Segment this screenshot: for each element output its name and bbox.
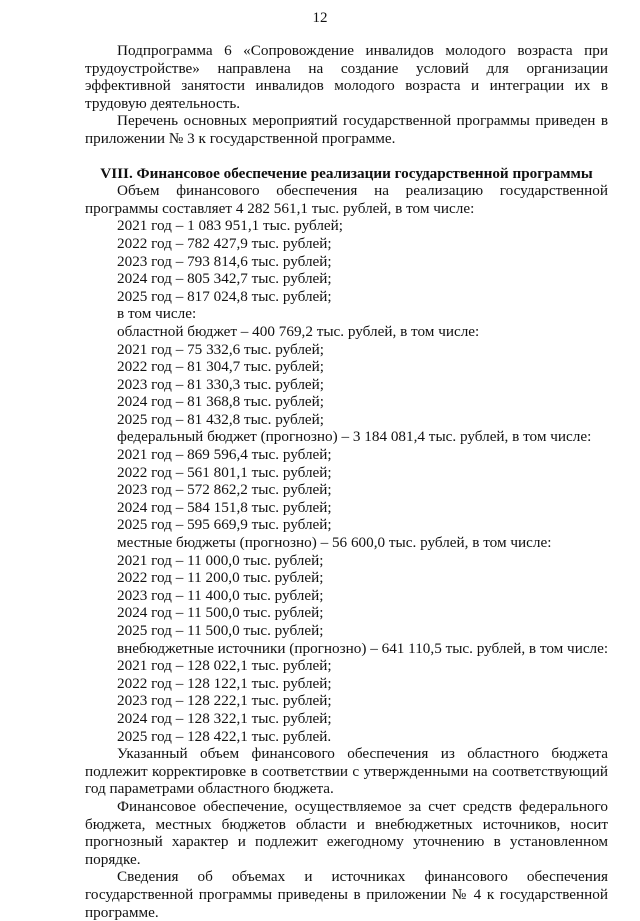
list-item: 2022 год – 81 304,7 тыс. рублей; [117,358,325,376]
list-item: 2025 год – 817 024,8 тыс. рублей; [117,287,332,305]
list-item: 2021 год – 869 596,4 тыс. рублей; [117,446,332,464]
section-heading: VIII. Финансовое обеспечение реализации государственной программы [100,164,593,182]
regional-years-list [85,341,608,429]
regional-budget-label: областной бюджет – 400 769,2 тыс. рублей, в том числе: [117,322,480,340]
federal-years-list [85,446,608,534]
list-item: 2025 год – 11 500,0 тыс. рублей; [117,622,324,639]
list-item: 2025 год – 595 669,9 тыс. рублей; [117,516,332,534]
including-label: в том числе: [117,305,197,323]
extrabudgetary-years-list [85,657,608,745]
local-years-list [85,552,608,640]
local-budgets-label: местные бюджеты (прогнозно) – 56 600,0 тыс. рублей, в том числе: [117,534,552,552]
list-item: 2024 год – 584 151,8 тыс. рублей; [117,498,332,516]
list-item: 2023 год – 572 862,2 тыс. рублей; [117,481,332,499]
list-item: 2024 год – 805 342,7 тыс. рублей; [117,270,332,288]
list-item: 2023 год – 81 330,3 тыс. рублей; [117,375,325,393]
list-item: 2022 год – 128 122,1 тыс. рублей; [117,674,332,692]
paragraph-forecast-nature: Финансовое обеспечение, осуществляемое за счет средств федерального бюджета, местных бюджетов области и внебюджетных источников, носит прогнозный характер и подлежит ежегодному уточнению в установленном порядке. [85,797,608,868]
list-item: 2023 год – 11 400,0 тыс. рублей; [117,586,324,604]
paragraph-subprogram-6: Подпрограмма 6 «Сопровождение инвалидов молодого возраста при трудоустройстве» направлена на создание условий для организации эффективной занятости инвалидов молодого возраста и интеграции их в трудовую деятельность. [85,42,608,112]
list-item: 2021 год – 128 022,1 тыс. рублей; [117,657,332,675]
list-item: 2021 год – 75 332,6 тыс. рублей; [117,340,325,358]
list-item: 2022 год – 11 200,0 тыс. рублей; [117,569,324,587]
paragraph-funding-total: Объем финансового обеспечения на реализацию государственной программы составляет 4 282 561,1 тыс. рублей, в том числе: [85,182,608,217]
spacer [85,148,608,165]
paragraph-appendix-4: Сведения об объемах и источниках финансового обеспечения государственной программы приведены в приложении № 4 к государственной программе. [85,868,608,921]
document-body [85,42,608,921]
paragraph-regional-adjustment: Указанный объем финансового обеспечения из областного бюджета подлежит корректировке в соответствии с утвержденными на соответствующий год параметрами областного бюджета. [85,745,608,798]
list-item: 2025 год – 81 432,8 тыс. рублей; [117,410,325,428]
list-item: 2024 год – 128 322,1 тыс. рублей; [117,709,332,727]
federal-budget-label: федеральный бюджет (прогнозно) – 3 184 081,4 тыс. рублей, в том числе: [117,428,592,446]
list-item: 2024 год – 81 368,8 тыс. рублей; [117,393,325,411]
list-item: 2021 год – 11 000,0 тыс. рублей; [117,551,324,569]
list-item: 2023 год – 128 222,1 тыс. рублей; [117,692,332,710]
list-item: 2023 год – 793 814,6 тыс. рублей; [117,252,332,270]
list-item: 2024 год – 11 500,0 тыс. рублей; [117,604,324,622]
list-item: 2025 год – 128 422,1 тыс. рублей. [117,727,332,745]
paragraph-measures-list: Перечень основных мероприятий государственной программы приведен в приложении № 3 к государственной программе. [85,112,608,147]
list-item: 2022 год – 561 801,1 тыс. рублей; [117,463,332,481]
list-item: 2022 год – 782 427,9 тыс. рублей; [117,234,332,252]
extrabudgetary-label: внебюджетные источники (прогнозно) – 641 110,5 тыс. рублей, в том числе: [117,639,609,657]
page-number: 12 [312,10,328,26]
list-item: 2021 год – 1 083 951,1 тыс. рублей; [117,217,344,235]
total-years-list [85,217,608,305]
